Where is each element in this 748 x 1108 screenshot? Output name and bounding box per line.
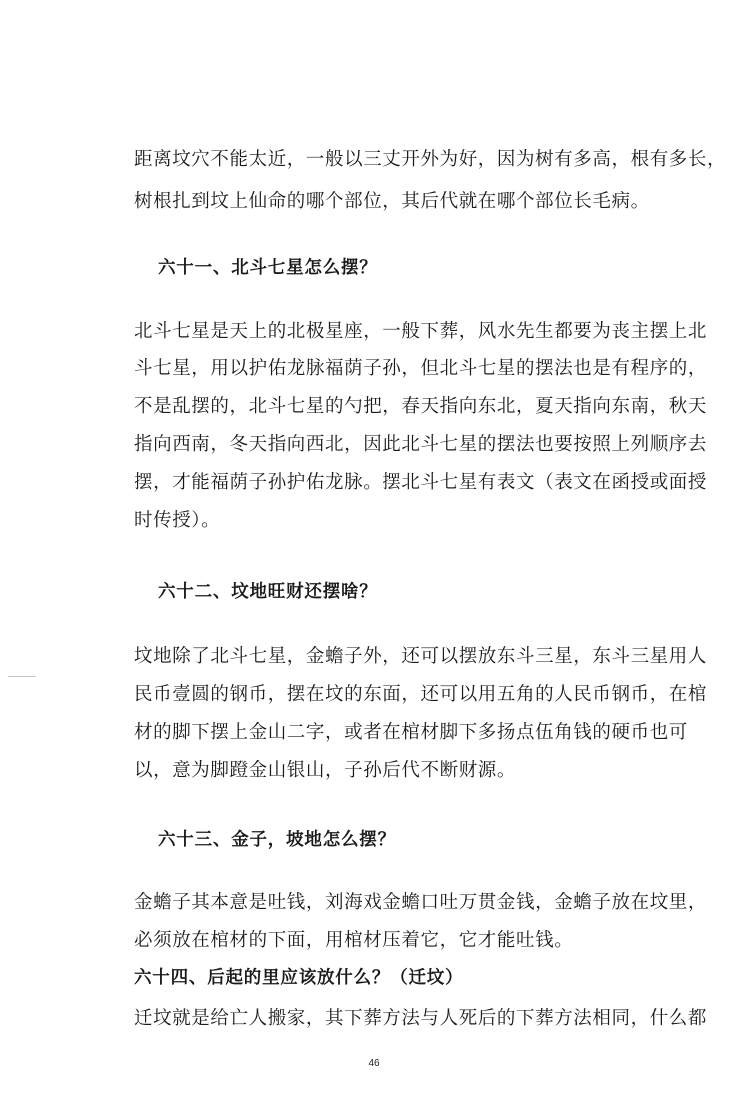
body-line: 坟地除了北斗七星，金蟾子外，还可以摆放东斗三星，东斗三星用人 xyxy=(134,646,708,667)
section-heading: 六十二、坟地旺财还摆啥？ xyxy=(158,582,378,602)
page-number: 46 xyxy=(368,1058,380,1069)
body-line: 时传授）。 xyxy=(134,510,221,531)
body-line: 不是乱摆的，北斗七星的勺把，春天指向东北，夏天指向东南，秋天 xyxy=(134,396,708,417)
body-line: 指向西南，冬天指向西北，因此北斗七星的摆法也要按照上列顺序去 xyxy=(134,434,708,455)
body-line: 金蟾子其本意是吐钱，刘海戏金蟾口吐万贯金钱，金蟾子放在坟里， xyxy=(134,892,708,913)
body-line: 材的脚下摆上金山二字，或者在棺材脚下多扬点伍角钱的硬币也可 xyxy=(134,722,688,743)
body-line: 斗七星，用以护佑龙脉福荫子孙，但北斗七星的摆法也是有程序的， xyxy=(134,358,708,379)
body-line: 树根扎到坟上仙命的哪个部位，其后代就在哪个部位长毛病。 xyxy=(134,191,650,212)
body-line: 迁坟就是给亡人搬家，其下葬方法与人死后的下葬方法相同，什么都 xyxy=(134,1008,708,1029)
body-line: 以，意为脚蹬金山银山，子孙后代不断财源。 xyxy=(134,760,517,781)
body-line: 北斗七星是天上的北极星座，一般下葬，风水先生都要为丧主摆上北 xyxy=(134,321,708,342)
scan-mark xyxy=(8,676,36,677)
body-line: 民币壹圆的钢币，摆在坟的东面，还可以用五角的人民币钢币，在棺 xyxy=(134,684,708,705)
body-line: 摆，才能福荫子孙护佑龙脉。摆北斗七星有表文（表文在函授或面授 xyxy=(134,472,708,493)
body-line: 必须放在棺材的下面，用棺材压着它，它才能吐钱。 xyxy=(134,930,574,951)
section-heading: 六十三、金子，坡地怎么摆？ xyxy=(158,830,396,850)
section-heading: 六十一、北斗七星怎么摆？ xyxy=(158,258,378,278)
section-heading: 六十四、后起的里应该放什么？（迁坟） xyxy=(134,968,464,988)
body-line: 距离坟穴不能太近，一般以三丈开外为好，因为树有多高，根有多长， xyxy=(134,149,727,170)
